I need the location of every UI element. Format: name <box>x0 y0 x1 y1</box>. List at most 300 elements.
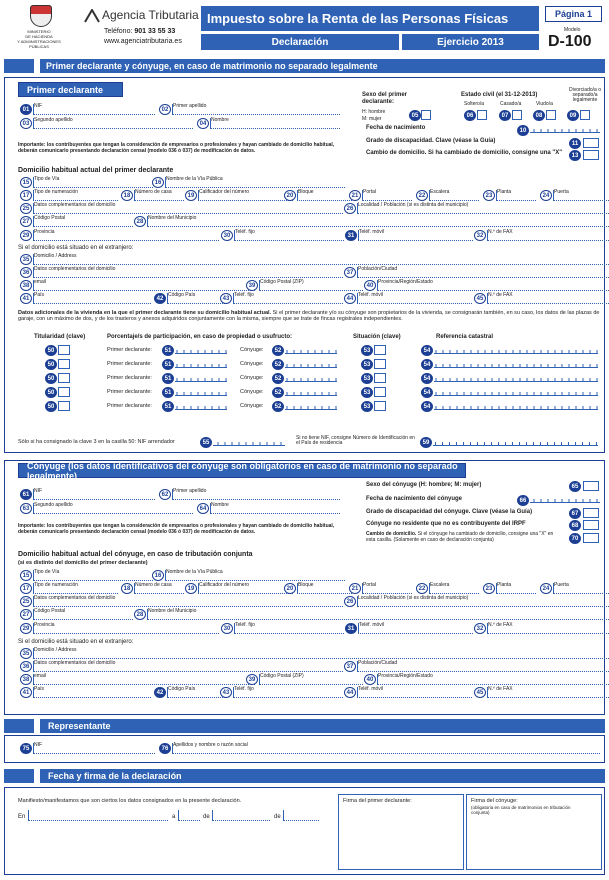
field-28-label: Nombre del Municipio <box>148 215 197 221</box>
field-num-50: 50 <box>45 401 57 412</box>
conyuge-pct-label: Cónyuge: <box>240 347 264 353</box>
field-num-07: 07 <box>499 110 511 121</box>
firma-primer-box[interactable] <box>338 794 464 870</box>
modelo-code: D-100 <box>548 33 592 50</box>
field-30-label: Teléf. fijo <box>235 622 255 628</box>
field-num-31: 31 <box>345 623 357 634</box>
field-num-53: 53 <box>361 359 373 370</box>
field-20-input[interactable] <box>297 190 352 201</box>
field-39-label: Código Postal (ZIP) <box>260 279 304 285</box>
field-22-input[interactable] <box>429 583 479 594</box>
field-num-52: 52 <box>272 387 284 398</box>
primer-apellido-input[interactable] <box>172 104 340 115</box>
field-num-41: 41 <box>20 687 32 698</box>
field-30-input[interactable] <box>234 623 344 634</box>
field-num-54: 54 <box>421 345 433 356</box>
field-num-21: 21 <box>349 583 361 594</box>
field-35-input[interactable] <box>33 648 609 659</box>
field-num-39: 39 <box>246 280 258 291</box>
field-22-label: Escalera <box>430 189 450 195</box>
nif-input[interactable] <box>33 104 155 115</box>
field-25-input[interactable] <box>33 596 343 607</box>
field-num-20: 20 <box>284 190 296 201</box>
catastral-input[interactable] <box>434 401 598 410</box>
field-19-input[interactable] <box>198 583 293 594</box>
field-num-28: 28 <box>134 216 146 227</box>
section-marker-icon <box>4 769 34 783</box>
conyuge-pct-input[interactable] <box>285 387 337 396</box>
catastral-label: Referencia catastral <box>436 334 494 340</box>
field-num-13: 13 <box>569 150 581 161</box>
field-32-input[interactable] <box>487 623 609 634</box>
conyuge-pct-input[interactable] <box>285 401 337 410</box>
field-42-label: Código País <box>168 686 196 692</box>
field-num-10: 10 <box>517 125 529 136</box>
sexo-input[interactable] <box>421 110 431 120</box>
field-35-input[interactable] <box>33 254 609 265</box>
field-num-51: 51 <box>162 373 174 384</box>
field-17-input[interactable] <box>33 190 118 201</box>
field-num-04: 04 <box>197 118 209 129</box>
field-27-input[interactable] <box>33 609 133 620</box>
field-39-input[interactable] <box>259 280 363 291</box>
firma-title: Fecha y firma de la declaración <box>40 769 605 783</box>
field-45-input[interactable] <box>487 293 609 304</box>
viudo-checkbox[interactable] <box>546 110 556 120</box>
adicionales-heading: Datos adicionales de la vivienda en la que el primer declarante tiene su domicilio habitual actual. <box>18 310 272 316</box>
section1-title: Primer declarante y cónyuge, en caso de matrimonio no separado legalmente <box>40 59 605 73</box>
field-19-label: Calificador del número <box>199 582 250 588</box>
field-36-input[interactable] <box>33 661 343 672</box>
catastral-input[interactable] <box>434 387 598 396</box>
field-28-input[interactable] <box>147 216 609 227</box>
field-num-24: 24 <box>540 190 552 201</box>
field-18-input[interactable] <box>134 583 184 594</box>
field-37-input[interactable] <box>357 267 609 278</box>
conyuge-domicilio-heading: Domicilio habitual actual del cónyuge, en caso de tributación conjunta <box>18 551 253 558</box>
catastral-input[interactable] <box>434 359 598 368</box>
mes-input[interactable] <box>212 810 270 821</box>
adicionales-note: Si el primer declarante y/o su cónyuge son propietarios de la vivienda, se consignarán también, en su caso, los datos de las plazas de garaje, con un máximo de dos, y de los trasteros y anexos adquiridos conjuntamente con la misma, siempre que se trate de fincas registrales independientes. <box>18 310 600 322</box>
field-num-38: 38 <box>20 280 32 291</box>
field-num-44: 44 <box>344 293 356 304</box>
field-26-input[interactable] <box>357 203 609 214</box>
primer-pct-input[interactable] <box>175 387 227 396</box>
nacimiento-input[interactable] <box>530 124 600 133</box>
lugar-input[interactable] <box>28 810 168 821</box>
field-28-label: Nombre del Municipio <box>148 608 197 614</box>
conyuge-pct-label: Cónyuge: <box>240 375 264 381</box>
soltero-checkbox[interactable] <box>477 110 487 120</box>
field-num-70: 70 <box>569 533 581 544</box>
field-21-input[interactable] <box>362 583 412 594</box>
field-44-label: Teléf. móvil <box>358 686 384 692</box>
field-num-30: 30 <box>221 230 233 241</box>
discapacidad-label: Grado de discapacidad. Clave (véase la Guía) <box>366 138 496 144</box>
field-num-01: 01 <box>20 104 32 115</box>
field-23-input[interactable] <box>496 190 536 201</box>
situacion-input[interactable] <box>374 401 386 411</box>
field-num-35: 35 <box>20 648 32 659</box>
field-20-input[interactable] <box>297 583 352 594</box>
field-19-input[interactable] <box>198 190 293 201</box>
field-num-19: 19 <box>185 583 197 594</box>
field-num-23: 23 <box>483 583 495 594</box>
field-num-66: 66 <box>517 495 529 506</box>
arrendador-nif-input[interactable] <box>213 437 285 446</box>
field-21-label: Portal <box>363 582 377 588</box>
field-40-input[interactable] <box>377 674 609 685</box>
conyuge-discapacidad-input[interactable] <box>583 508 599 518</box>
field-num-59: 59 <box>420 437 432 448</box>
field-32-input[interactable] <box>487 230 609 241</box>
field-num-27: 27 <box>20 609 32 620</box>
field-num-50: 50 <box>45 345 57 356</box>
field-18-label: Número de casa <box>135 582 172 588</box>
field-num-22: 22 <box>416 583 428 594</box>
field-31-input[interactable] <box>358 230 473 241</box>
field-26-input[interactable] <box>357 596 609 607</box>
field-15-label: Tipo de Vía <box>34 569 60 575</box>
field-num-64: 64 <box>197 503 209 514</box>
primer-pct-label: Primer declarante: <box>107 403 152 409</box>
discapacidad-input[interactable] <box>583 138 599 148</box>
field-num-75: 75 <box>20 743 32 754</box>
field-num-50: 50 <box>45 373 57 384</box>
divorciado-checkbox[interactable] <box>580 110 590 120</box>
arrendador-label: Sólo si ha consignado la clave 3 en la casilla 50: NIF arrendador <box>18 439 175 445</box>
primer-pct-input[interactable] <box>175 373 227 382</box>
field-num-62: 62 <box>159 489 171 500</box>
titularidad-label: Titularidad (clave) <box>34 334 86 340</box>
conyuge-pct-input[interactable] <box>285 359 337 368</box>
importante-note: Importante: los contribuyentes que tengan la consideración de empresarios o profesionales y hayan cambiado de domicilio habitual, deberán comunicarlo presentando declaración censal (modelo 036 ó 037) de modificación de datos. <box>18 142 335 154</box>
conyuge-nacimiento-input[interactable] <box>530 494 600 503</box>
field-22-label: Escalera <box>430 582 450 588</box>
field-num-54: 54 <box>421 359 433 370</box>
conyuge-nombre-input[interactable] <box>210 503 340 514</box>
divorciado-label: Divorciado/a o separado/a legalmente <box>569 87 601 103</box>
field-31-input[interactable] <box>358 623 473 634</box>
field-num-52: 52 <box>272 345 284 356</box>
firma-conyuge-note: (obligatoria en caso de matrimonios en tributación conjunta) <box>471 805 571 815</box>
field-38-input[interactable] <box>33 674 255 685</box>
field-41-input[interactable] <box>33 293 151 304</box>
conyuge-noresidente-checkbox[interactable] <box>583 520 599 530</box>
field-16-input[interactable] <box>165 570 345 581</box>
field-16-label: Nombre de la Vía Pública <box>166 176 223 182</box>
conyuge-cambio-label: Cambio de domicilio. <box>366 531 417 537</box>
field-num-53: 53 <box>361 401 373 412</box>
mes-label: de <box>203 814 210 820</box>
field-27-label: Código Postal <box>34 608 66 614</box>
conyuge-pct-label: Cónyuge: <box>240 403 264 409</box>
segundo-apellido-label: Segundo apellido <box>34 117 73 123</box>
sexo-m: M: mujer <box>362 116 382 122</box>
field-num-54: 54 <box>421 387 433 398</box>
firma-primer-label: Firma del primer declarante: <box>343 798 412 804</box>
field-28-input[interactable] <box>147 609 609 620</box>
field-24-input[interactable] <box>553 583 609 594</box>
field-num-53: 53 <box>361 345 373 356</box>
field-45-input[interactable] <box>487 687 609 698</box>
field-24-label: Puerta <box>554 582 569 588</box>
field-num-39: 39 <box>246 674 258 685</box>
field-num-45: 45 <box>474 293 486 304</box>
firma-conyuge-box[interactable] <box>466 794 602 870</box>
conyuge-pct-input[interactable] <box>285 373 337 382</box>
field-num-24: 24 <box>540 583 552 594</box>
conyuge-nif-input[interactable] <box>33 489 155 500</box>
field-num-18: 18 <box>121 583 133 594</box>
field-num-50: 50 <box>45 387 57 398</box>
field-38-input[interactable] <box>33 280 255 291</box>
manifiesto-text: Manifiesto/manifestamos que son ciertos los datos consignados en la presente declaración. <box>18 798 242 804</box>
primer-pct-label: Primer declarante: <box>107 347 152 353</box>
representante-nombre-label: Apellidos y nombre o razón social <box>173 742 248 748</box>
anio-input[interactable] <box>283 810 319 821</box>
field-num-55: 55 <box>200 437 212 448</box>
nacimiento-label: Fecha de nacimiento <box>366 125 426 131</box>
lugar-label: En <box>18 814 26 820</box>
field-29-input[interactable] <box>33 230 219 241</box>
field-35-label: Domicilio / Address <box>34 253 77 259</box>
field-num-29: 29 <box>20 230 32 241</box>
primer-declarante-header: Primer declarante <box>18 82 123 97</box>
conyuge-primer-apellido-input[interactable] <box>172 489 340 500</box>
field-35-label: Domicilio / Address <box>34 647 77 653</box>
conyuge-cambio-checkbox[interactable] <box>583 533 599 543</box>
field-num-38: 38 <box>20 674 32 685</box>
cambio-domicilio-checkbox[interactable] <box>583 150 599 160</box>
field-45-label: N.º de FAX <box>488 292 513 298</box>
field-num-28: 28 <box>134 609 146 620</box>
extranjero-heading: Si el domicilio está situado en el extranjero: <box>18 245 134 251</box>
firma-conyuge-label: Firma del cónyuge: <box>471 798 518 804</box>
field-num-26: 26 <box>344 203 356 214</box>
anio-label: de <box>274 814 281 820</box>
field-23-label: Planta <box>497 189 512 195</box>
field-num-52: 52 <box>272 359 284 370</box>
id-residencia-label: Si no tiene NIF, consigne Número de Identificación en el País de residencia <box>296 435 415 446</box>
field-num-27: 27 <box>20 216 32 227</box>
section1-frame <box>4 77 605 453</box>
phone-label: Teléfono: <box>104 28 133 35</box>
field-num-25: 25 <box>20 596 32 607</box>
field-num-51: 51 <box>162 387 174 398</box>
field-num-26: 26 <box>344 596 356 607</box>
phone-number: 901 33 55 33 <box>134 28 176 35</box>
field-21-label: Portal <box>363 189 377 195</box>
field-29-label: Provincia <box>34 229 55 235</box>
field-38-label: email <box>34 279 46 285</box>
field-15-input[interactable] <box>33 570 153 581</box>
field-27-input[interactable] <box>33 216 133 227</box>
modelo-label: Modelo <box>564 27 581 33</box>
field-26-label: Localidad / Población (si es distinta del municipio) <box>358 202 469 208</box>
conyuge-discapacidad-label: Grado de discapacidad del cónyuge. Clave (véase la Guía) <box>366 509 533 515</box>
field-45-label: N.º de FAX <box>488 686 513 692</box>
field-num-53: 53 <box>361 387 373 398</box>
field-num-20: 20 <box>284 583 296 594</box>
field-num-02: 02 <box>159 104 171 115</box>
nombre-input[interactable] <box>210 118 340 129</box>
agency-name: Agencia Tributaria <box>102 8 199 22</box>
field-num-42: 42 <box>154 293 166 304</box>
representante-title: Representante <box>40 719 605 733</box>
field-44-input[interactable] <box>357 293 472 304</box>
field-30-input[interactable] <box>234 230 344 241</box>
conyuge-pct-input[interactable] <box>285 345 337 354</box>
field-31-label: Teléf. móvil <box>359 229 385 235</box>
primer-pct-input[interactable] <box>175 401 227 410</box>
field-num-65: 65 <box>569 481 581 492</box>
field-num-43: 43 <box>220 687 232 698</box>
field-num-42: 42 <box>154 687 166 698</box>
field-num-29: 29 <box>20 623 32 634</box>
primer-pct-label: Primer declarante: <box>107 361 152 367</box>
page-number: Página 1 <box>545 6 602 22</box>
field-19-label: Calificador del número <box>199 189 250 195</box>
field-24-input[interactable] <box>553 190 609 201</box>
dia-input[interactable] <box>178 810 200 821</box>
field-43-label: Teléf. fijo <box>234 686 254 692</box>
field-25-label: Datos complementarios del domicilio <box>34 595 116 601</box>
situacion-input[interactable] <box>374 359 386 369</box>
field-num-03: 03 <box>20 118 32 129</box>
field-36-input[interactable] <box>33 267 343 278</box>
field-num-40: 40 <box>364 674 376 685</box>
field-40-input[interactable] <box>377 280 609 291</box>
field-num-32: 32 <box>474 623 486 634</box>
conyuge-primer-apellido-label: Primer apellido <box>173 488 207 494</box>
field-num-36: 36 <box>20 661 32 672</box>
field-20-label: Bloque <box>298 582 314 588</box>
ministry-crest-icon <box>30 5 52 27</box>
titularidad-input[interactable] <box>58 359 70 369</box>
field-44-input[interactable] <box>357 687 472 698</box>
conyuge-sexo-label: Sexo del cónyuge (H: hombre; M: mujer) <box>366 482 482 488</box>
field-24-label: Puerta <box>554 189 569 195</box>
field-41-input[interactable] <box>33 687 151 698</box>
field-num-11: 11 <box>569 138 581 149</box>
primer-pct-input[interactable] <box>175 345 227 354</box>
field-37-label: Población/Ciudad <box>358 660 398 666</box>
field-23-input[interactable] <box>496 583 536 594</box>
catastral-input[interactable] <box>434 345 598 354</box>
representante-nif-input[interactable] <box>33 743 155 754</box>
field-30-label: Teléf. fijo <box>235 229 255 235</box>
field-36-label: Datos complementarios del domicilio <box>34 266 116 272</box>
representante-nombre-input[interactable] <box>172 743 600 754</box>
porcentaje-label: Porcentaje/s de participación, en caso de propiedad o usufructo: <box>107 334 293 340</box>
field-num-53: 53 <box>361 373 373 384</box>
titularidad-input[interactable] <box>58 373 70 383</box>
field-22-input[interactable] <box>429 190 479 201</box>
ministry-line: Y ADMINISTRACIONES PÚBLICAS <box>17 39 61 49</box>
ministry-line: DE HACIENDA <box>25 34 53 39</box>
segundo-apellido-input[interactable] <box>33 118 193 129</box>
field-18-input[interactable] <box>134 190 184 201</box>
field-num-19: 19 <box>185 190 197 201</box>
field-num-31: 31 <box>345 230 357 241</box>
field-num-15: 15 <box>20 177 32 188</box>
field-num-51: 51 <box>162 345 174 356</box>
field-num-22: 22 <box>416 190 428 201</box>
titularidad-input[interactable] <box>58 345 70 355</box>
titularidad-input[interactable] <box>58 387 70 397</box>
field-num-52: 52 <box>272 401 284 412</box>
field-41-label: País <box>34 292 45 298</box>
field-num-17: 17 <box>20 583 32 594</box>
field-num-44: 44 <box>344 687 356 698</box>
field-17-input[interactable] <box>33 583 118 594</box>
field-36-label: Datos complementarios del domicilio <box>34 660 116 666</box>
field-27-label: Código Postal <box>34 215 66 221</box>
primer-pct-label: Primer declarante: <box>107 375 152 381</box>
id-residencia-input[interactable] <box>433 437 598 446</box>
field-15-input[interactable] <box>33 177 153 188</box>
field-38-label: email <box>34 673 46 679</box>
field-42-input[interactable] <box>167 687 227 698</box>
form-title: Impuesto sobre la Renta de las Personas Físicas <box>201 6 539 31</box>
field-43-input[interactable] <box>233 293 343 304</box>
catastral-input[interactable] <box>434 373 598 382</box>
field-num-08: 08 <box>533 110 545 121</box>
field-29-input[interactable] <box>33 623 219 634</box>
field-29-label: Provincia <box>34 622 55 628</box>
field-num-63: 63 <box>20 503 32 514</box>
situacion-input[interactable] <box>374 373 386 383</box>
field-20-label: Bloque <box>298 189 314 195</box>
field-num-05: 05 <box>409 110 421 121</box>
field-num-17: 17 <box>20 190 32 201</box>
situacion-input[interactable] <box>374 387 386 397</box>
field-39-input[interactable] <box>259 674 363 685</box>
field-41-label: País <box>34 686 45 692</box>
field-num-37: 37 <box>344 267 356 278</box>
field-21-input[interactable] <box>362 190 412 201</box>
situacion-input[interactable] <box>374 345 386 355</box>
field-40-label: Provincia/Región/Estado <box>378 673 433 679</box>
titularidad-input[interactable] <box>58 401 70 411</box>
field-43-input[interactable] <box>233 687 343 698</box>
section-marker-icon <box>4 719 34 733</box>
conyuge-segundo-apellido-input[interactable] <box>33 503 193 514</box>
field-num-25: 25 <box>20 203 32 214</box>
field-42-input[interactable] <box>167 293 227 304</box>
field-39-label: Código Postal (ZIP) <box>260 673 304 679</box>
primer-pct-input[interactable] <box>175 359 227 368</box>
conyuge-nacimiento-label: Fecha de nacimiento del cónyuge <box>366 496 463 502</box>
conyuge-sexo-input[interactable] <box>583 481 599 491</box>
conyuge-cambio-note: Si el cónyuge ha cambiado de domicilio, consigne una "X" en esta casilla. (Solamente en caso de declaración conjunta) <box>366 531 554 543</box>
field-37-input[interactable] <box>357 661 609 672</box>
conyuge-domicilio-note: (si es distinto del domicilio del primer declarante) <box>18 560 148 566</box>
field-23-label: Planta <box>497 582 512 588</box>
field-num-40: 40 <box>364 280 376 291</box>
nombre-label: Nombre <box>211 117 229 123</box>
casado-checkbox[interactable] <box>512 110 522 120</box>
field-16-input[interactable] <box>165 177 345 188</box>
field-num-18: 18 <box>121 190 133 201</box>
declaration-subtitle: Declaración <box>201 34 399 50</box>
field-44-label: Teléf. móvil <box>358 292 384 298</box>
field-num-68: 68 <box>569 520 581 531</box>
viudo-label: Viudo/a <box>536 101 553 107</box>
field-num-43: 43 <box>220 293 232 304</box>
field-25-input[interactable] <box>33 203 343 214</box>
